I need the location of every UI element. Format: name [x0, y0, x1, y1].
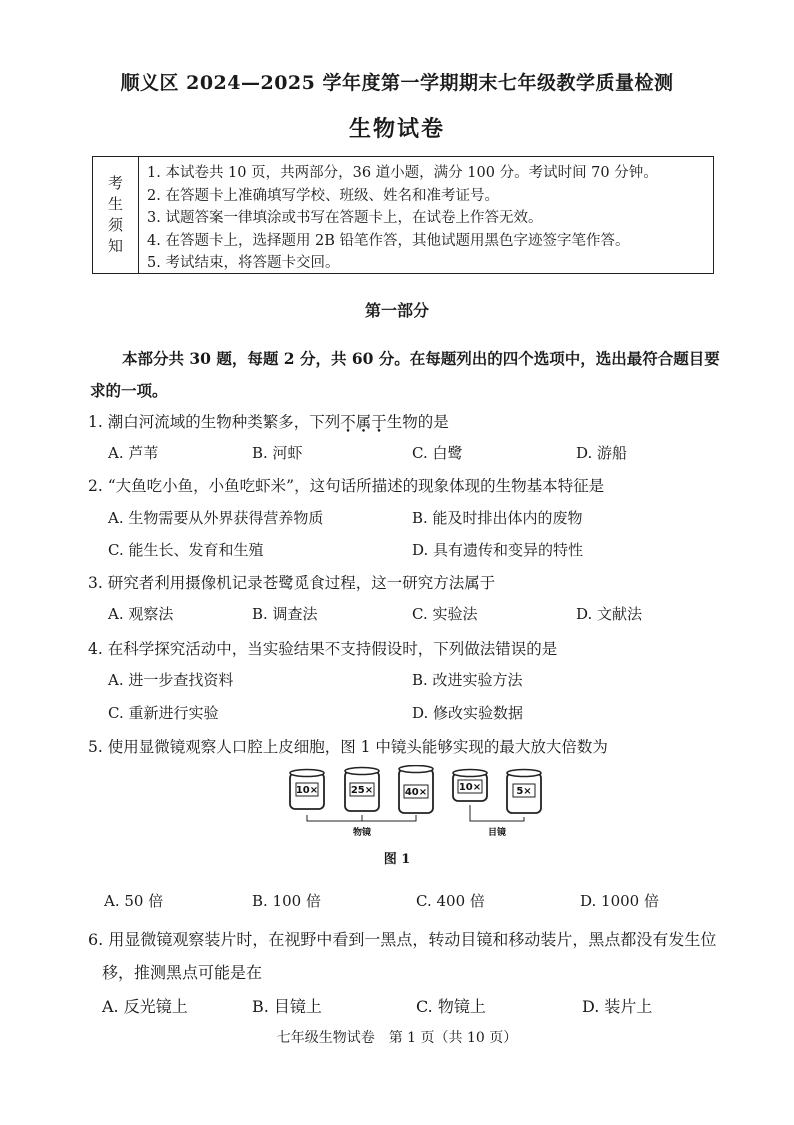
objective-25x-label: 25×: [350, 785, 374, 796]
question-6-stem-line2: 移，推测黑点可能是在: [102, 963, 263, 982]
page-footer: 七年级生物试卷 第 1 页（共 10 页）: [276, 1030, 518, 1046]
question-6-stem-line1: 6. 用显微镜观察装片时，在视野中看到一黑点，转动目镜和移动装片，黑点都没有发生位: [88, 930, 717, 949]
q1-stem-after: 生物的是: [386, 413, 449, 431]
question-1-stem: [88, 410, 738, 432]
q5-option-d: D. 1000 倍: [580, 892, 659, 910]
exam-subtitle: 生物试卷: [348, 116, 445, 142]
q1-option-a: A. 芦苇: [108, 444, 159, 462]
question-2-stem: 2. “大鱼吃小鱼，小鱼吃虾米”，这句话所描述的现象体现的生物基本特征是: [88, 477, 605, 495]
q5-option-b: B. 100 倍: [252, 892, 321, 910]
q2-option-a: A. 生物需要从外界获得营养物质: [108, 509, 324, 527]
q2-option-b: B. 能及时排出体内的废物: [412, 509, 583, 527]
figure-1-lenses: [285, 765, 545, 840]
objective-lens-40x: [399, 766, 433, 814]
q1-option-c: C. 白鹭: [412, 444, 463, 462]
question-4-stem: 4. 在科学探究活动中，当实验结果不支持假设时，下列做法错误的是: [88, 640, 558, 658]
notice-label-char: 生: [107, 195, 123, 213]
question-3-stem: 3. 研究者利用摄像机记录苍鹭觅食过程，这一研究方法属于: [88, 574, 496, 592]
q3-option-d: D. 文献法: [576, 605, 643, 623]
eyepiece-10x-label: 10×: [458, 782, 482, 793]
q1-emph-char: 不: [340, 413, 356, 431]
exam-title: 顺义区 2024—2025 学年度第一学期期末七年级教学质量检测: [120, 72, 674, 94]
notice-label-char: 须: [107, 216, 123, 234]
objective-lens-25x: [345, 768, 379, 812]
q4-option-a: A. 进一步查找资料: [108, 671, 234, 689]
notice-item: 3. 试题答案一律填涂或书写在答题卡上，在试卷上作答无效。: [147, 210, 543, 226]
q6-option-c: C. 物镜上: [416, 997, 486, 1016]
notice-item: 5. 考试结束，将答题卡交回。: [147, 255, 340, 271]
eyepiece-5x-label: 5×: [516, 786, 532, 797]
notice-label: [93, 157, 139, 273]
eyepiece-lens-10x: [453, 770, 487, 802]
objective-lens-10x: [290, 770, 324, 810]
figure-1-caption: 图 1: [383, 852, 411, 867]
q1-emph-char: 于: [371, 413, 387, 431]
notice-label-char: 知: [107, 237, 123, 255]
q3-option-b: B. 调查法: [252, 605, 318, 623]
q4-option-c: C. 重新进行实验: [108, 704, 219, 722]
eyepiece-lens-5x: [507, 770, 541, 814]
objective-10x-label: 10×: [295, 785, 319, 796]
q2-option-d: D. 具有遗传和变异的特性: [412, 541, 584, 559]
eyepiece-group-label: 目镜: [487, 828, 507, 838]
q6-option-a: A. 反光镜上: [102, 997, 188, 1016]
notice-item: 2. 在答题卡上准确填写学校、班级、姓名和准考证号。: [147, 187, 499, 204]
q1-option-b: B. 河虾: [252, 444, 303, 462]
q6-option-b: B. 目镜上: [252, 997, 322, 1016]
q5-option-c: C. 400 倍: [416, 892, 485, 910]
q3-option-a: A. 观察法: [108, 605, 174, 623]
q4-option-d: D. 修改实验数据: [412, 704, 524, 722]
notice-item: 4. 在答题卡上，选择题用 2B 铅笔作答，其他试题用黑色字迹签字笔作答。: [147, 232, 630, 249]
q4-option-b: B. 改进实验方法: [412, 671, 523, 689]
objective-40x-label: 40×: [404, 787, 428, 798]
section-title: 第一部分: [364, 301, 429, 320]
q1-option-d: D. 游船: [576, 444, 628, 462]
notice-label-char: 考: [107, 174, 123, 192]
q6-option-d: D. 装片上: [582, 997, 653, 1016]
section-intro: 本部分共 30 题，每题 2 分，共 60 分。在每题列出的四个选项中，选出最符合题目要求的一项。: [90, 349, 720, 400]
q1-emph-char: 属: [355, 413, 372, 431]
q3-option-c: C. 实验法: [412, 605, 478, 623]
q5-option-a: A. 50 倍: [104, 892, 164, 910]
objective-group-label: 物镜: [352, 828, 372, 838]
notice-box: [92, 156, 714, 274]
notice-item: 1. 本试卷共 10 页，共两部分，36 道小题，满分 100 分。考试时间 70 分钟。: [147, 165, 658, 181]
q1-stem-before: 1. 潮白河流域的生物种类繁多，下列: [88, 413, 341, 431]
q2-option-c: C. 能生长、发育和生殖: [108, 541, 264, 559]
question-5-stem: 5. 使用显微镜观察人口腔上皮细胞，图 1 中镜头能够实现的最大放大倍数为: [88, 738, 608, 756]
notice-list: [139, 157, 658, 273]
